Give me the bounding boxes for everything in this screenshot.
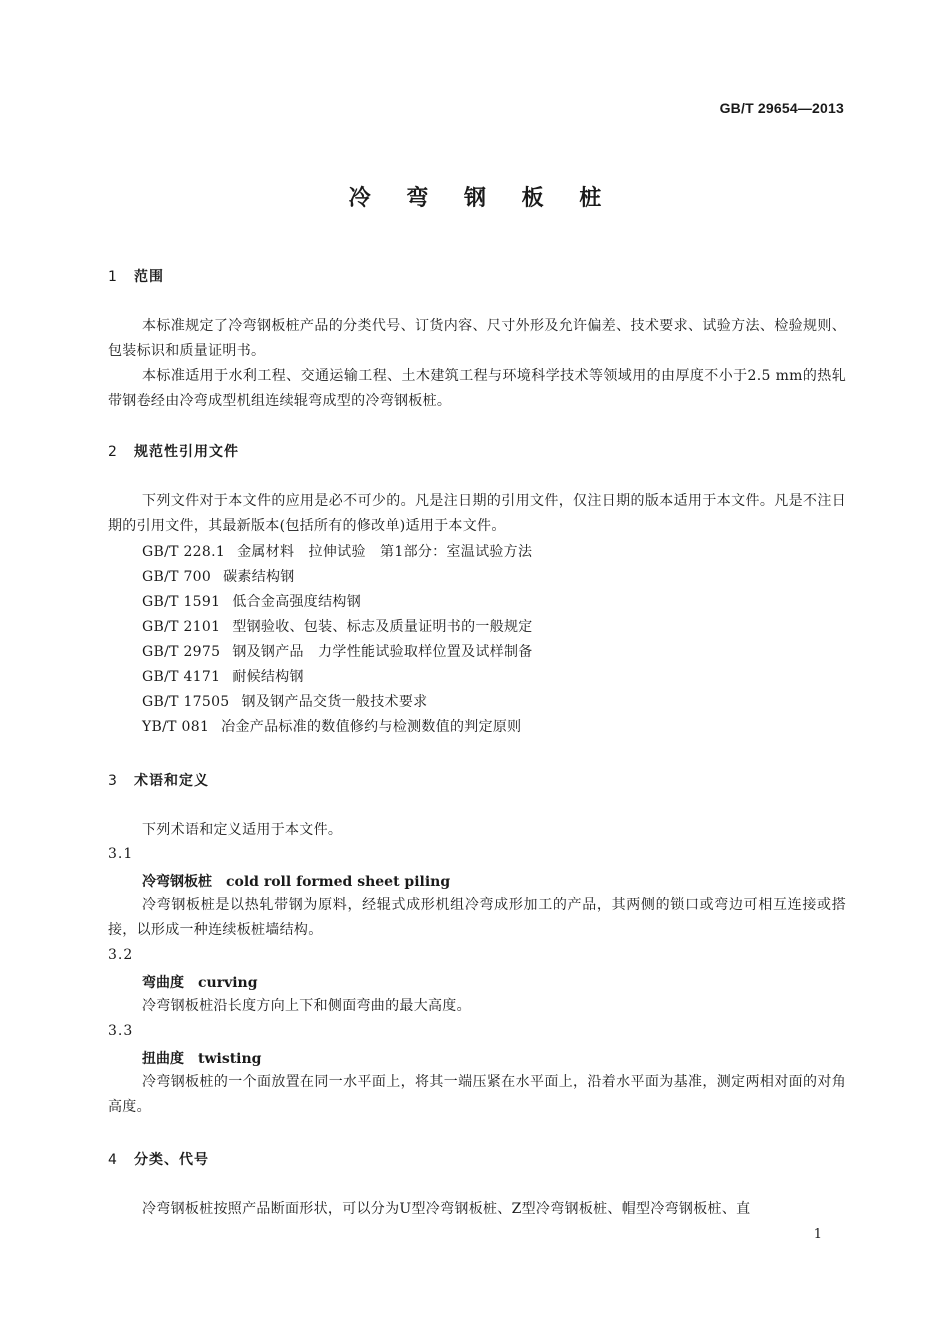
reference-code: YB/T 081 xyxy=(142,719,210,735)
term-name-en: twisting xyxy=(198,1051,262,1067)
reference-item xyxy=(142,616,533,636)
term-name-zh: 扭曲度 xyxy=(142,1051,184,1067)
page-number: 1 xyxy=(813,1227,822,1242)
term-number: 3.3 xyxy=(108,1023,134,1039)
section-title: 术语和定义 xyxy=(134,773,209,789)
reference-code: GB/T 1591 xyxy=(142,594,221,610)
reference-code: GB/T 17505 xyxy=(142,694,230,710)
reference-code: GB/T 2101 xyxy=(142,619,221,635)
term-definition: 冷弯钢板桩的一个面放置在同一水平面上，将其一端压紧在水平面上，沿着水平面为基准，测定两相对面的对角高度。 xyxy=(108,1074,846,1115)
reference-title: 冶金产品标准的数值修约与检测数值的判定原则 xyxy=(221,719,522,735)
section-number: 3 xyxy=(108,773,118,789)
reference-code: GB/T 228.1 xyxy=(142,544,226,560)
reference-code: GB/T 700 xyxy=(142,569,212,585)
reference-title: 钢及钢产品交货一般技术要求 xyxy=(241,694,428,710)
section-1-heading xyxy=(108,266,164,286)
section-number: 2 xyxy=(108,444,118,460)
term-name-en: curving xyxy=(198,975,258,991)
section-title: 范围 xyxy=(134,269,164,285)
term-name xyxy=(142,972,258,992)
section-title: 分类、代号 xyxy=(134,1152,209,1168)
section-3-intro: 下列术语和定义适用于本文件。 xyxy=(142,822,343,838)
term-name-en: cold roll formed sheet piling xyxy=(226,874,451,890)
reference-title: 耐候结构钢 xyxy=(232,669,304,685)
section-4-paragraph: 冷弯钢板桩按照产品断面形状，可以分为U型冷弯钢板桩、Z型冷弯钢板桩、帽型冷弯钢板桩、直 xyxy=(142,1201,751,1217)
section-number: 1 xyxy=(108,269,118,285)
reference-item xyxy=(142,691,427,711)
standard-code: GB/T 29654—2013 xyxy=(719,100,844,116)
section-1-paragraph-2: 本标准适用于水利工程、交通运输工程、土木建筑工程与环境科学技术等领域用的由厚度不小于2.5 mm的热轧带钢卷经由冷弯成型机组连续辊弯成型的冷弯钢板桩。 xyxy=(108,368,846,409)
section-2-heading xyxy=(108,441,239,461)
reference-item xyxy=(142,566,295,586)
document-title: 冷 弯 钢 板 桩 xyxy=(348,186,616,211)
term-number: 3.1 xyxy=(108,846,134,862)
section-2-intro: 下列文件对于本文件的应用是必不可少的。凡是注日期的引用文件，仅注日期的版本适用于本文件。凡是不注日期的引用文件，其最新版本(包括所有的修改单)适用于本文件。 xyxy=(108,493,846,534)
reference-code: GB/T 2975 xyxy=(142,644,221,660)
reference-title: 碳素结构钢 xyxy=(223,569,295,585)
reference-title: 型钢验收、包装、标志及质量证明书的一般规定 xyxy=(232,619,533,635)
reference-item xyxy=(142,716,521,736)
section-title: 规范性引用文件 xyxy=(134,444,239,460)
term-name-zh: 弯曲度 xyxy=(142,975,184,991)
term-name xyxy=(142,1048,261,1068)
term-definition: 冷弯钢板桩是以热轧带钢为原料，经辊式成形机组冷弯成形加工的产品，其两侧的锁口或弯边可相互连接或搭接，以形成一种连续板桩墙结构。 xyxy=(108,897,846,938)
term-number: 3.2 xyxy=(108,947,134,963)
term-name xyxy=(142,871,450,891)
section-4-heading xyxy=(108,1149,209,1169)
reference-title: 金属材料 拉伸试验 第1部分：室温试验方法 xyxy=(237,544,533,560)
term-definition: 冷弯钢板桩沿长度方向上下和侧面弯曲的最大高度。 xyxy=(142,998,471,1014)
section-3-heading xyxy=(108,770,209,790)
reference-item xyxy=(142,541,532,561)
reference-item xyxy=(142,666,304,686)
section-1-paragraph-1: 本标准规定了冷弯钢板桩产品的分类代号、订货内容、尺寸外形及允许偏差、技术要求、试验方法、检验规则、包装标识和质量证明书。 xyxy=(108,318,846,359)
reference-item xyxy=(142,641,533,661)
reference-item xyxy=(142,591,361,611)
term-name-zh: 冷弯钢板桩 xyxy=(142,874,212,890)
reference-title: 钢及钢产品 力学性能试验取样位置及试样制备 xyxy=(232,644,533,660)
section-number: 4 xyxy=(108,1152,118,1168)
reference-code: GB/T 4171 xyxy=(142,669,221,685)
reference-title: 低合金高强度结构钢 xyxy=(232,594,362,610)
